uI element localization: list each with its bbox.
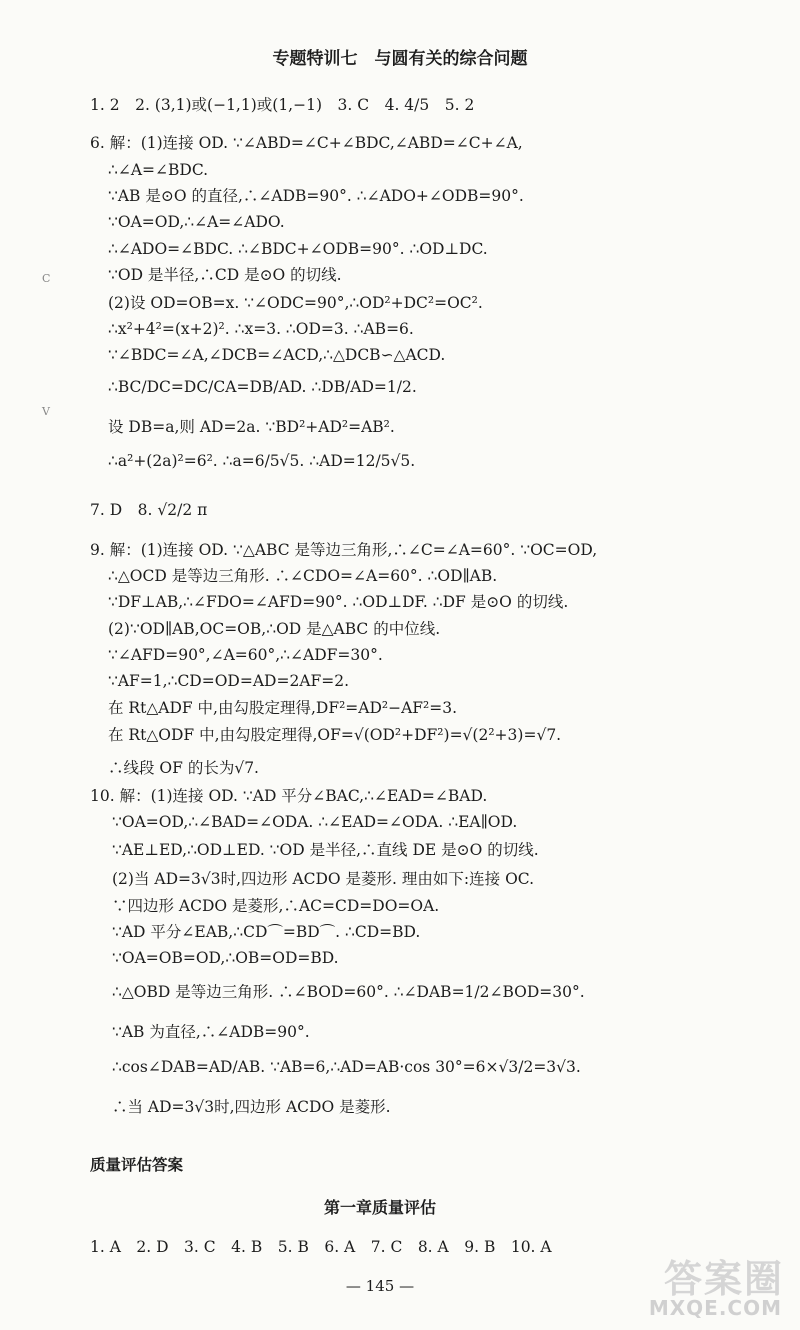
solution-line: ∵DF⊥AB,∴∠FDO=∠AFD=90°. ∴OD⊥DF. ∴DF 是⊙O 的切线. — [108, 593, 569, 611]
solution-line: ∴△OCD 是等边三角形. ∴∠CDO=∠A=60°. ∴OD∥AB. — [108, 567, 498, 585]
page-number: — 145 — — [345, 1277, 415, 1295]
solution-line: 7. D 8. √2/2 π — [90, 501, 208, 519]
solution-line: ∴BC/DC=DC/CA=DB/AD. ∴DB/AD=1/2. — [108, 378, 417, 396]
solution-line: ∴∠ADO=∠BDC. ∴∠BDC+∠ODB=90°. ∴OD⊥DC. — [108, 240, 488, 258]
solution-line: ∴∠A=∠BDC. — [108, 161, 209, 179]
solution-line: ∵AF=1,∴CD=OD=AD=2AF=2. — [108, 672, 350, 690]
solution-line: (2)当 AD=3√3时,四边形 ACDO 是菱形. 理由如下:连接 OC. — [112, 870, 535, 888]
solution-line: ∴cos∠DAB=AD/AB. ∵AB=6,∴AD=AB·cos 30°=6×√3/2=3√3. — [112, 1058, 581, 1076]
solution-line: ∵AB 为直径,∴∠ADB=90°. — [112, 1023, 310, 1041]
solution-line: ∵AB 是⊙O 的直径,∴∠ADB=90°. ∴∠ADO+∠ODB=90°. — [108, 187, 524, 205]
watermark-logo — [600, 1248, 790, 1326]
solution-line: 设 DB=a,则 AD=2a. ∵BD²+AD²=AB². — [108, 418, 395, 436]
watermark-url: MXQE.COM — [648, 1296, 782, 1320]
solution-line: ∵∠BDC=∠A,∠DCB=∠ACD,∴△DCB∽△ACD. — [108, 346, 446, 364]
margin-mark: C — [42, 272, 51, 285]
solution-line: ∴当 AD=3√3时,四边形 ACDO 是菱形. — [112, 1098, 391, 1116]
margin-mark: V — [42, 405, 50, 418]
solution-line: 在 Rt△ODF 中,由勾股定理得,OF=√(OD²+DF²)=√(2²+3)=√7. — [108, 726, 562, 744]
solution-line: ∵OA=OD,∴∠BAD=∠ODA. ∴∠EAD=∠ODA. ∴EA∥OD. — [112, 813, 518, 831]
solution-line: ∴x²+4²=(x+2)². ∴x=3. ∴OD=3. ∴AB=6. — [108, 320, 414, 338]
solution-line: ∴△OBD 是等边三角形. ∴∠BOD=60°. ∴∠DAB=1/2∠BOD=30°. — [112, 983, 585, 1001]
solution-line: ∵AD 平分∠EAB,∴CD⌒=BD⌒. ∴CD=BD. — [112, 923, 421, 941]
solution-line: (2)∵OD∥AB,OC=OB,∴OD 是△ABC 的中位线. — [108, 620, 441, 638]
solution-line: ∵四边形 ACDO 是菱形,∴AC=CD=DO=OA. — [112, 897, 440, 915]
section-heading-quality-answers: 质量评估答案 — [90, 1156, 184, 1174]
solution-line: 1. 2 2. (3,1)或(−1,1)或(1,−1) 3. C 4. 4/5 5. 2 — [90, 96, 475, 114]
solution-line: (2)设 OD=OB=x. ∵∠ODC=90°,∴OD²+DC²=OC². — [108, 294, 483, 312]
solution-line: 6. 解：(1)连接 OD. ∵∠ABD=∠C+∠BDC,∠ABD=∠C+∠A, — [90, 134, 523, 152]
solution-line: ∵OA=OB=OD,∴OB=OD=BD. — [112, 949, 339, 967]
solution-line: 10. 解：(1)连接 OD. ∵AD 平分∠BAC,∴∠EAD=∠BAD. — [90, 787, 488, 805]
solution-line: 9. 解：(1)连接 OD. ∵△ABC 是等边三角形,∴∠C=∠A=60°. ∵OC=OD, — [90, 541, 598, 559]
page-title: 专题特训七 与圆有关的综合问题 — [272, 49, 528, 69]
solution-line: ∵AE⊥ED,∴OD⊥ED. ∵OD 是半径,∴直线 DE 是⊙O 的切线. — [112, 841, 539, 859]
solution-line: ∵∠AFD=90°,∠A=60°,∴∠ADF=30°. — [108, 646, 383, 664]
chapter-heading: 第一章质量评估 — [323, 1198, 436, 1217]
solution-line: ∴a²+(2a)²=6². ∴a=6/5√5. ∴AD=12/5√5. — [108, 452, 416, 470]
solution-line: ∴线段 OF 的长为√7. — [108, 759, 259, 777]
solution-line: ∵OD 是半径,∴CD 是⊙O 的切线. — [108, 266, 342, 284]
solution-line: ∵OA=OD,∴∠A=∠ADO. — [108, 213, 285, 231]
answer-key-line: 1. A 2. D 3. C 4. B 5. B 6. A 7. C 8. A 9. B 10. A — [90, 1238, 552, 1256]
solution-line: 在 Rt△ADF 中,由勾股定理得,DF²=AD²−AF²=3. — [108, 699, 458, 717]
watermark-text: 答案圈 — [663, 1257, 784, 1301]
